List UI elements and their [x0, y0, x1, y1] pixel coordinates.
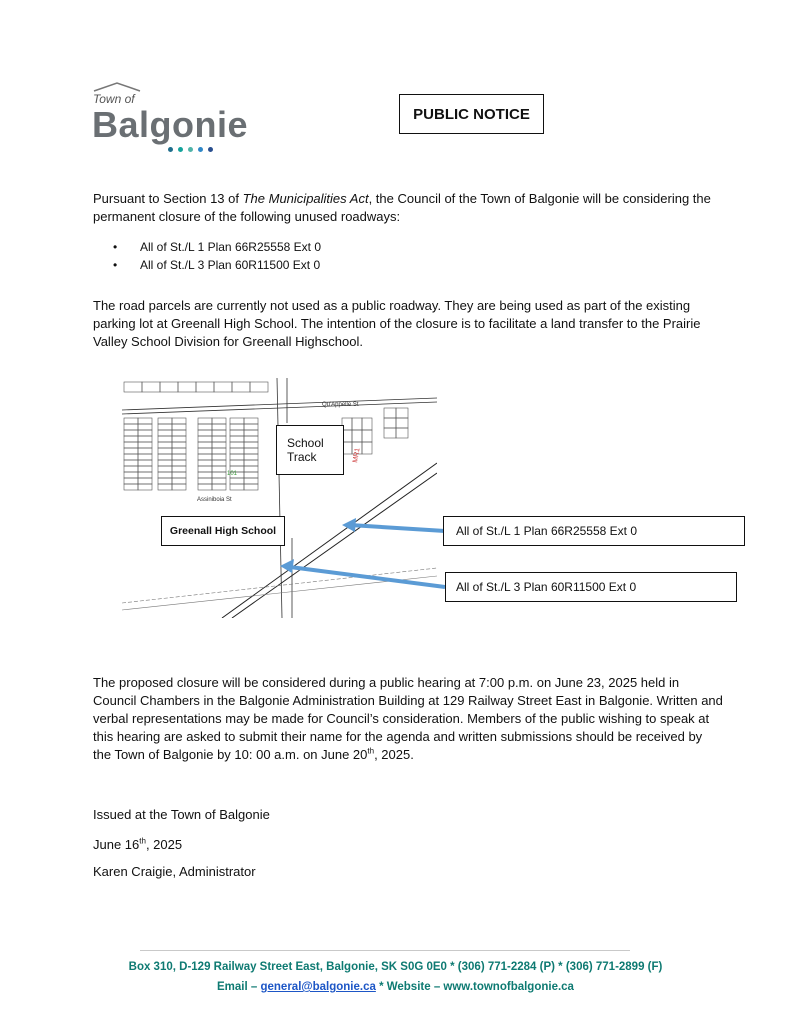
logo-dot	[168, 147, 173, 152]
roadway-item: • All of St./L 1 Plan 66R25558 Ext 0	[113, 238, 321, 256]
arrow-head-icon	[280, 559, 294, 573]
logo-dots	[168, 139, 218, 157]
road-parcels-paragraph: The road parcels are currently not used as a public roadway. They are being used as part of the existing parking lot at Greenall High School. The intention of the closure is to facilitate a land transfer to the Prairie Valley School Division for Greenall Highschool.	[93, 298, 701, 349]
logo-dot	[208, 147, 213, 152]
street-label-assiniboia: Assiniboia St	[197, 497, 232, 503]
hearing-sup: th	[367, 746, 375, 756]
logo-roof-icon	[93, 82, 143, 92]
logo-balgonie: Balgonie	[92, 104, 249, 145]
logo-dot	[178, 147, 183, 152]
footer-email-prefix: Email –	[217, 981, 261, 993]
roadway-item: • All of St./L 3 Plan 60R11500 Ext 0	[113, 256, 321, 274]
footer-website: * Website – www.townofbalgonie.ca	[375, 981, 574, 993]
signature-line: Karen Craigie, Administrator	[93, 864, 256, 879]
school-track-line2: Track	[287, 450, 317, 464]
footer-contact	[0, 981, 791, 993]
high-school-label: Greenall High School	[161, 516, 285, 546]
footer-address: Box 310, D-129 Railway Street East, Balgonie, SK S0G 0E0 * (306) 771-2284 (P) * (306) 771-2899 (F)	[128, 961, 663, 973]
intro-paragraph	[93, 190, 723, 226]
date-year: , 2025	[145, 837, 183, 852]
date-line	[93, 836, 723, 854]
logo-dot	[188, 147, 193, 152]
public-notice-title: PUBLIC NOTICE	[399, 94, 544, 134]
map-annotation: MR1	[352, 447, 362, 464]
school-track-label	[276, 425, 344, 475]
intro-act-title: The Municipalities Act	[242, 191, 369, 206]
issued-line: Issued at the Town of Balgonie	[93, 807, 270, 822]
street-label-qu: Qu'Appelle St	[322, 402, 359, 408]
date-sup: th	[139, 836, 146, 846]
callout-st-l-3: All of St./L 3 Plan 60R11500 Ext 0	[445, 572, 737, 602]
hearing-end: , 2025.	[374, 747, 414, 762]
logo-town-of: Town of	[93, 92, 135, 106]
footer-email-link[interactable]: general@balgonie.ca	[260, 981, 376, 993]
logo-dot	[198, 147, 203, 152]
hearing-paragraph	[93, 674, 723, 764]
intro-after: , the Council of the Town of Balgonie will be considering the permanent closure of the following unused roadways:	[93, 191, 711, 224]
roadway-list	[113, 238, 321, 274]
school-track-line1: School	[287, 436, 324, 450]
callout-arrows	[270, 505, 470, 595]
map-annotation: 101	[227, 471, 238, 477]
hearing-text: The proposed closure will be considered during a public hearing at 7:00 p.m. on June 23, 2025 held in Council Chambers in the Balgonie Administration Building at 129 Railway Street East in Balgonie. Written and verbal representations may be made for Council’s consideration. Members of the public wishing to speak at this hearing are asked to submit their name for the agenda and written submissions should be received by the Town of Balgonie by 10: 00 a.m. on June 20	[93, 675, 723, 762]
footer-divider	[140, 950, 630, 951]
intro-before: Pursuant to Section 13 of	[93, 191, 243, 206]
date-text: June 16	[93, 837, 140, 852]
arrow-head-icon	[342, 518, 356, 532]
callout-st-l-1: All of St./L 1 Plan 66R25558 Ext 0	[443, 516, 745, 546]
